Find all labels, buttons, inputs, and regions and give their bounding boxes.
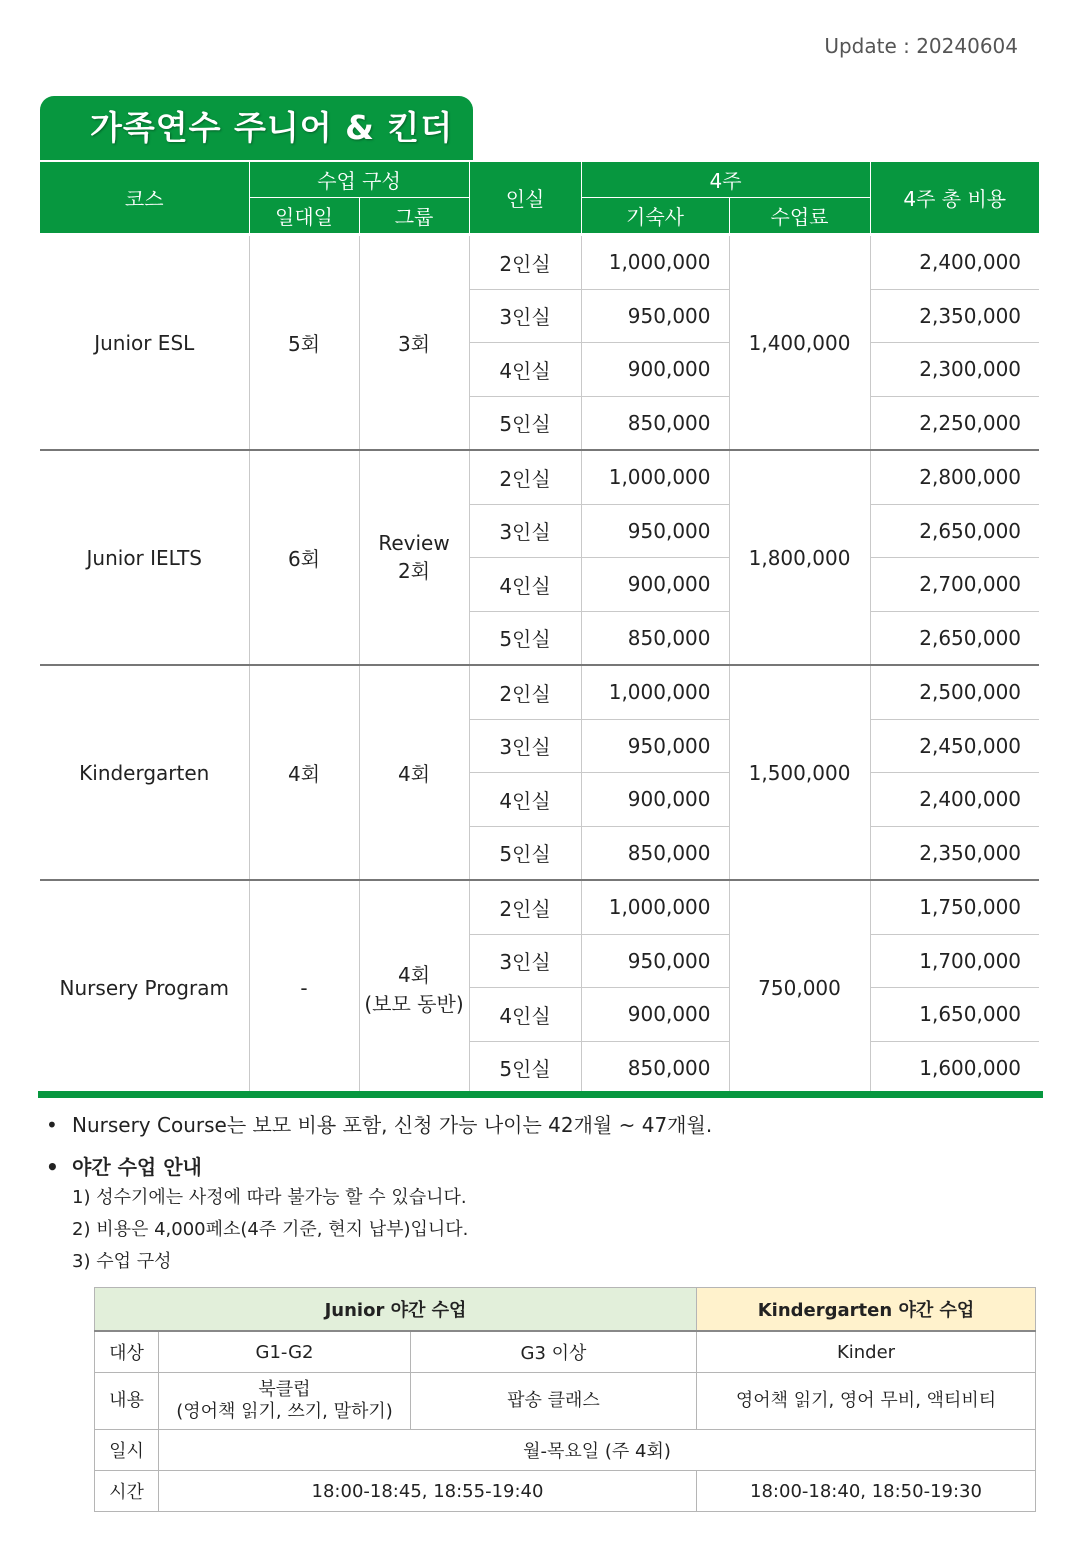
header-composition: 수업 구성	[249, 162, 469, 198]
group-count: Review 2회	[359, 450, 469, 665]
tuition-cost: 1,800,000	[729, 450, 870, 665]
course-name: Kindergarten	[40, 665, 249, 880]
tuition-cost: 750,000	[729, 880, 870, 1095]
header-total: 4주 총 비용	[870, 162, 1039, 235]
room-type: 2인실	[469, 665, 581, 719]
total-cost: 2,350,000	[870, 289, 1039, 343]
table-bottom-bar	[38, 1091, 1043, 1098]
group-count: 4회	[359, 665, 469, 880]
total-cost: 2,300,000	[870, 343, 1039, 397]
room-type: 5인실	[469, 1041, 581, 1095]
one-on-one-count: -	[249, 880, 359, 1095]
nursery-note: • Nursery Course는 보모 비용 포함, 신청 가능 나이는 42개월 ~ 47개월.	[44, 1110, 1034, 1140]
header-dorm: 기숙사	[581, 198, 729, 235]
dorm-cost: 950,000	[581, 504, 729, 558]
kinder-night-header: Kindergarten 야간 수업	[697, 1288, 1036, 1332]
total-cost: 2,650,000	[870, 611, 1039, 665]
header-tuition: 수업료	[729, 198, 870, 235]
night-note-2: 2) 비용은 4,000페소(4주 기준, 현지 납부)입니다.	[72, 1219, 469, 1240]
night-note-3: 3) 수업 구성	[72, 1251, 172, 1272]
total-cost: 1,750,000	[870, 880, 1039, 934]
header-room: 인실	[469, 162, 581, 235]
tuition-cost: 1,500,000	[729, 665, 870, 880]
dorm-cost: 950,000	[581, 934, 729, 988]
room-type: 5인실	[469, 396, 581, 450]
room-type: 4인실	[469, 558, 581, 612]
dorm-cost: 900,000	[581, 558, 729, 612]
total-cost: 1,700,000	[870, 934, 1039, 988]
schedule-label: 일시	[95, 1430, 159, 1471]
course-name: Junior IELTS	[40, 450, 249, 665]
price-table	[40, 162, 1039, 1095]
room-type: 4인실	[469, 343, 581, 397]
target-g3: G3 이상	[411, 1331, 697, 1373]
total-cost: 2,650,000	[870, 504, 1039, 558]
one-on-one-count: 6회	[249, 450, 359, 665]
dorm-cost: 950,000	[581, 719, 729, 773]
room-type: 2인실	[469, 235, 581, 290]
room-type: 3인실	[469, 719, 581, 773]
dorm-cost: 900,000	[581, 773, 729, 827]
total-cost: 2,250,000	[870, 396, 1039, 450]
header-group: 그룹	[359, 198, 469, 235]
room-type: 3인실	[469, 504, 581, 558]
total-cost: 2,500,000	[870, 665, 1039, 719]
content-bookclub: 북클럽 (영어책 읽기, 쓰기, 말하기)	[159, 1373, 411, 1430]
dorm-cost: 1,000,000	[581, 235, 729, 290]
notes-section	[44, 1110, 1034, 1278]
table-row	[40, 665, 1039, 719]
one-on-one-count: 5회	[249, 235, 359, 451]
dorm-cost: 850,000	[581, 611, 729, 665]
total-cost: 2,350,000	[870, 826, 1039, 880]
room-type: 5인실	[469, 826, 581, 880]
table-row	[40, 880, 1039, 934]
table-row	[40, 235, 1039, 290]
header-four-weeks: 4주	[581, 162, 870, 198]
header-one-on-one: 일대일	[249, 198, 359, 235]
table-row	[40, 450, 1039, 504]
dorm-cost: 1,000,000	[581, 450, 729, 504]
tuition-cost: 1,400,000	[729, 235, 870, 451]
dorm-cost: 950,000	[581, 289, 729, 343]
night-class-table	[94, 1287, 1036, 1512]
course-name: Junior ESL	[40, 235, 249, 451]
course-name: Nursery Program	[40, 880, 249, 1095]
room-type: 5인실	[469, 611, 581, 665]
content-popsong: 팝송 클래스	[411, 1373, 697, 1430]
kinder-time: 18:00-18:40, 18:50-19:30	[697, 1471, 1036, 1512]
content-kinder: 영어책 읽기, 영어 무비, 액티비티	[697, 1373, 1036, 1430]
dorm-cost: 900,000	[581, 988, 729, 1042]
room-type: 2인실	[469, 450, 581, 504]
total-cost: 2,400,000	[870, 235, 1039, 290]
total-cost: 1,600,000	[870, 1041, 1039, 1095]
page-title: 가족연수 주니어 & 킨더	[40, 96, 473, 160]
room-type: 3인실	[469, 934, 581, 988]
group-count: 4회 (보모 동반)	[359, 880, 469, 1095]
group-count: 3회	[359, 235, 469, 451]
dorm-cost: 1,000,000	[581, 880, 729, 934]
junior-time: 18:00-18:45, 18:55-19:40	[159, 1471, 697, 1512]
one-on-one-count: 4회	[249, 665, 359, 880]
night-note-1: 1) 성수기에는 사정에 따라 불가능 할 수 있습니다.	[72, 1187, 467, 1208]
schedule-value: 월-목요일 (주 4회)	[159, 1430, 1036, 1471]
target-g1: G1-G2	[159, 1331, 411, 1373]
dorm-cost: 900,000	[581, 343, 729, 397]
time-label: 시간	[95, 1471, 159, 1512]
total-cost: 2,800,000	[870, 450, 1039, 504]
dorm-cost: 850,000	[581, 396, 729, 450]
room-type: 4인실	[469, 988, 581, 1042]
content-label: 내용	[95, 1373, 159, 1430]
room-type: 3인실	[469, 289, 581, 343]
dorm-cost: 850,000	[581, 826, 729, 880]
room-type: 2인실	[469, 880, 581, 934]
header-course: 코스	[40, 162, 249, 235]
dorm-cost: 1,000,000	[581, 665, 729, 719]
junior-night-header: Junior 야간 수업	[95, 1288, 697, 1332]
target-label: 대상	[95, 1331, 159, 1373]
night-class-title: • 야간 수업 안내	[44, 1152, 1034, 1182]
total-cost: 1,650,000	[870, 988, 1039, 1042]
target-kinder: Kinder	[697, 1331, 1036, 1373]
room-type: 4인실	[469, 773, 581, 827]
total-cost: 2,450,000	[870, 719, 1039, 773]
dorm-cost: 850,000	[581, 1041, 729, 1095]
update-date: Update : 20240604	[824, 34, 1018, 58]
total-cost: 2,700,000	[870, 558, 1039, 612]
total-cost: 2,400,000	[870, 773, 1039, 827]
